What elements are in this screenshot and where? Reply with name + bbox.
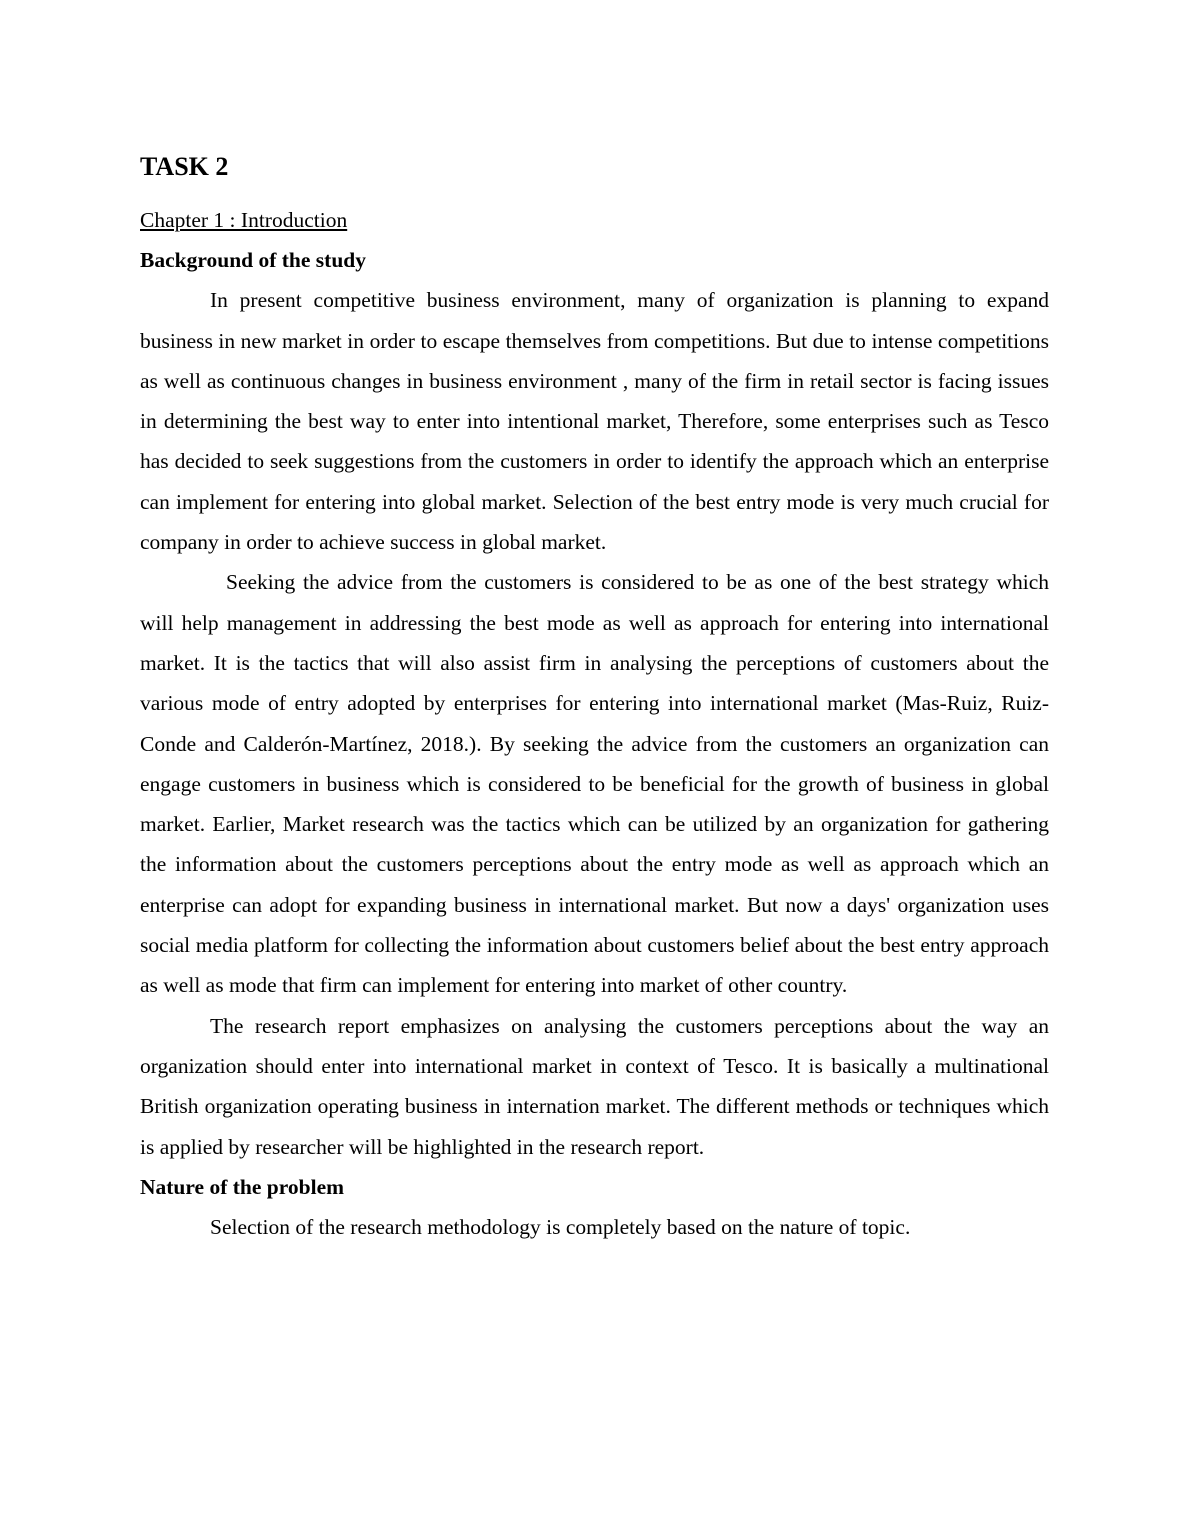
document-page (140, 148, 1049, 1247)
background-paragraph-2: Seeking the advice from the customers is considered to be as one of the best strategy which will help management in addressing the best mode as well as approach for entering into international market. It is the tactics that will also assist firm in analysing the perceptions of customers about the various mode of entry adopted by enterprises for entering into international market (Mas-Ruiz, Ruiz-Conde and Calderón-Martínez, 2018.). By seeking the advice from the customers an organization can engage customers in business which is considered to be beneficial for the growth of business in global market. Earlier, Market research was the tactics which can be utilized by an organization for gathering the information about the customers perceptions about the entry mode as well as approach which an enterprise can adopt for expanding business in international market. But now a days' organization uses social media platform for collecting the information about customers belief about the best entry approach as well as mode that firm can implement for entering into market of other country. (140, 570, 1049, 998)
nature-heading: Nature of the problem (140, 1174, 345, 1199)
chapter-title: Chapter 1 : Introduction (140, 208, 348, 232)
background-paragraph-3: The research report emphasizes on analysing the customers perceptions about the way an organization should enter into international market in context of Tesco. It is basically a multinational British organization operating business in internation market. The different methods or techniques which is applied by researcher will be highlighted in the research report. (140, 1013, 1049, 1159)
nature-paragraph-1: Selection of the research methodology is completely based on the nature of topic. (210, 1215, 911, 1240)
task-title: TASK 2 (140, 152, 229, 181)
background-paragraph-1: In present competitive business environment, many of organization is planning to expand business in new market in order to escape themselves from competitions. But due to intense competitions as well as continuous changes in business environment , many of the firm in retail sector is facing issues in determining the best way to enter into intentional market, Therefore, some enterprises such as Tesco has decided to seek suggestions from the customers in order to identify the approach which an enterprise can implement for entering into global market. Selection of the best entry mode is very much crucial for company in order to achieve success in global market. (140, 288, 1049, 555)
background-heading: Background of the study (140, 248, 367, 272)
